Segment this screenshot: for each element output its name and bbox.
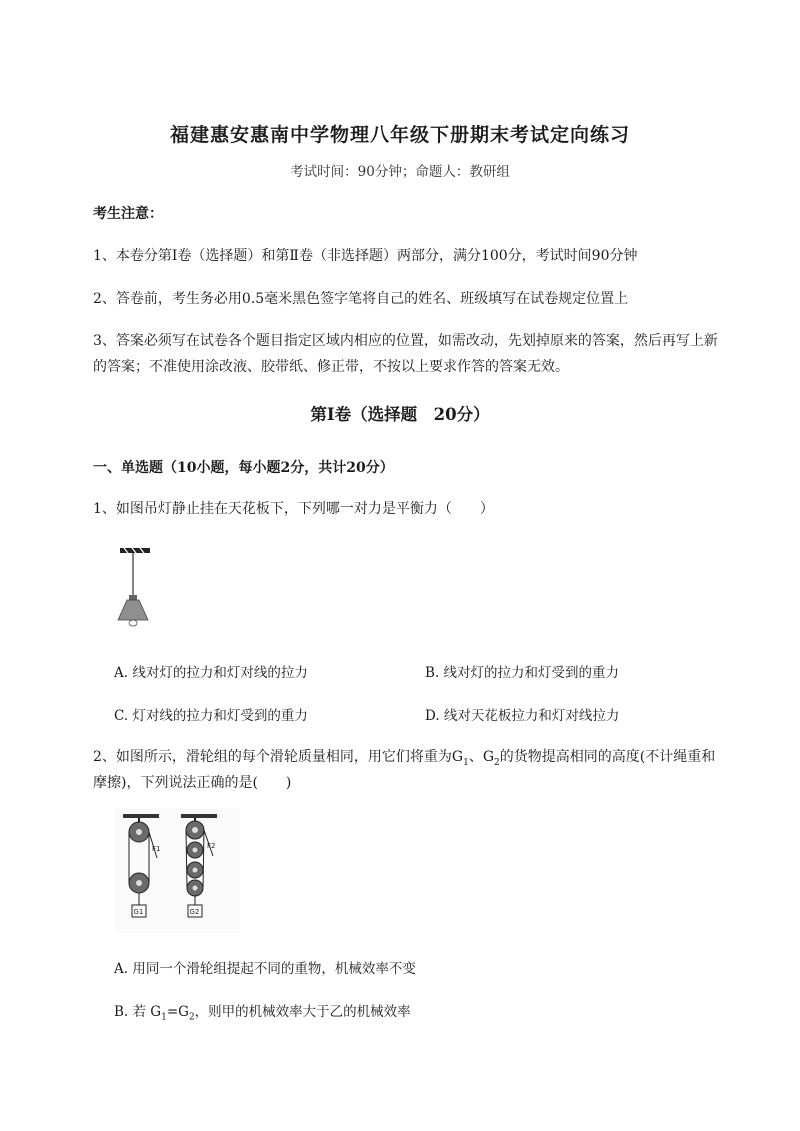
pulley-system-figure	[115, 808, 240, 933]
force-label-f2: F2	[207, 842, 216, 850]
page-title: 福建惠安惠南中学物理八年级下册期末考试定向练习	[169, 124, 630, 146]
lamp-shade	[118, 600, 148, 620]
question-2-option-a[interactable]: A. 用同一个滑轮组提起不同的重物，机械效率不变	[114, 961, 416, 977]
question-1-option-d[interactable]: D. 线对天花板拉力和灯对线拉力	[425, 708, 620, 724]
question-1-option-b[interactable]: B. 线对灯的拉力和灯受到的重力	[425, 665, 620, 681]
notice-item-3: 3、答案必须写在试卷各个题目指定区域内相应的位置，如需改动，先划掉原来的答案，然后再写上新	[93, 333, 718, 349]
force-label-f1: F1	[152, 845, 161, 853]
question-2-option-b[interactable]: B. 若 $G_1=G_2$，则甲的机械效率大于乙的机械效率	[114, 1004, 411, 1023]
notice-item-3-cont: 的答案；不准使用涂改液、胶带纸、修正带，不按以上要求作答的答案无效。	[93, 359, 569, 375]
question-1-option-a[interactable]: A. 线对灯的拉力和灯对线的拉力	[114, 665, 308, 681]
question-2-stem-line2: 摩擦)，下列说法正确的是( )	[93, 775, 292, 791]
question-2-stem-line1: 2、如图所示，滑轮组的每个滑轮质量相同，用它们将重为$G_1$、$G_2$的货物提高相同的高度(不计绳重和	[93, 749, 716, 768]
lamp-bulb	[129, 620, 137, 626]
section-title: 第I卷（选择题 20分）	[310, 405, 490, 424]
part-heading: 一、单选题（10小题，每小题2分，共计20分）	[93, 460, 394, 476]
weight-label-g1: G1	[133, 908, 144, 916]
exam-subtitle: 考试时间：90分钟；命题人：教研组	[290, 164, 510, 180]
weight-label-g2: G2	[189, 908, 200, 916]
question-1-stem: 1、如图吊灯静止挂在天花板下，下列哪一对力是平衡力（ ）	[93, 501, 494, 517]
hanging-lamp-figure	[110, 540, 160, 635]
notice-item-2: 2、答卷前，考生务必用0.5毫米黑色签字笔将自己的姓名、班级填写在试卷规定位置上	[93, 291, 629, 307]
notice-heading: 考生注意：	[93, 206, 163, 222]
question-1-option-c[interactable]: C. 灯对线的拉力和灯受到的重力	[114, 708, 308, 724]
notice-item-1: 1、本卷分第I卷（选择题）和第Ⅱ卷（非选择题）两部分，满分100分，考试时间90分钟	[93, 248, 638, 264]
